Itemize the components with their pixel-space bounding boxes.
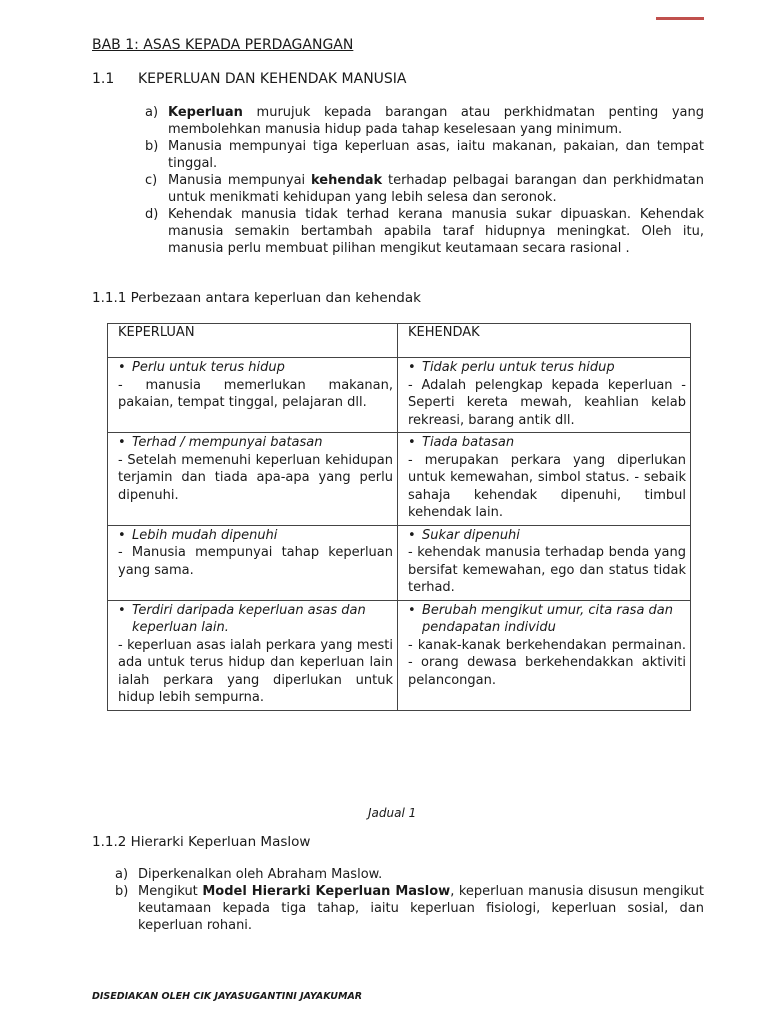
cell-point: • Terdiri daripada keperluan asas dan keperluan lain.: [118, 602, 393, 637]
list-item: [145, 138, 704, 172]
cell-desc: - manusia memerlukan makanan, pakaian, tempat tinggal, pelajaran dll.: [118, 377, 393, 410]
needs-wants-list: [145, 104, 704, 257]
table-row: [108, 600, 691, 710]
list-marker: d): [145, 207, 159, 222]
subsection-title: 1.1.1 Perbezaan antara keperluan dan kehendak: [92, 290, 421, 306]
list-marker: b): [115, 884, 129, 899]
table-header: KEPERLUAN: [108, 324, 398, 358]
cell-desc: - Adalah pelengkap kepada keperluan - Seperti kereta mewah, keahlian kelab rekreasi, barang antik dll.: [408, 377, 686, 428]
page-footer: DISEDIAKAN OLEH CIK JAYASUGANTINI JAYAKUMAR: [92, 991, 363, 1002]
cell-desc: - merupakan perkara yang diperlukan untuk kemewahan, simbol status. - sebaik sahaja kehendak dipenuhi, timbul kehendak lain.: [408, 452, 686, 520]
section-number: 1.1: [92, 71, 115, 87]
table-cell: [398, 358, 691, 433]
list-item-pre: Manusia mempunyai: [168, 173, 312, 188]
table-caption: Jadual 1: [368, 806, 417, 820]
cell-desc: - kanak-kanak berkehendakan permainan. - orang dewasa berkehendakkan aktiviti pelancongan.: [408, 637, 686, 688]
cell-desc: - kehendak manusia terhadap benda yang bersifat kemewahan, ego dan status tidak terhad.: [408, 545, 686, 595]
table-cell: [108, 600, 398, 710]
list-item: [115, 866, 704, 883]
list-item-text: terhadap pelbagai barangan dan perkhidmatan untuk menikmati kehidupan yang lebih selesa dan seronok.: [168, 173, 704, 205]
table-cell: [108, 433, 398, 526]
list-item-text: Kehendak manusia tidak terhad kerana manusia sukar dipuaskan. Kehendak manusia semakin bertambah apabila taraf hidupnya meningkat. Oleh itu, manusia perlu membuat pilihan mengikut keutamaan secara rasional .: [168, 207, 704, 256]
table-header-row: [108, 324, 691, 358]
cell-point: • Terhad / mempunyai batasan: [118, 434, 393, 452]
table-cell: [398, 525, 691, 600]
table-row: [108, 433, 691, 526]
cell-point: • Tiada batasan: [408, 434, 686, 452]
cell-desc: - keperluan asas ialah perkara yang mesti ada untuk terus hidup dan keperluan lain ialah perkara yang diperlukan untuk hidup lebih sempurna.: [118, 637, 393, 705]
list-item-pre: Mengikut: [138, 884, 203, 899]
list-item: [145, 104, 704, 138]
table-cell: [398, 600, 691, 710]
cell-desc: - Manusia mempunyai tahap keperluan yang sama.: [118, 545, 393, 578]
chapter-title: BAB 1: ASAS KEPADA PERDAGANGAN: [92, 37, 354, 53]
table-row: [108, 525, 691, 600]
list-item-text: , keperluan manusia disusun mengikut keutamaan kepada tiga tahap, iaitu keperluan fisiologi, keperluan sosial, dan keperluan rohani.: [138, 884, 704, 933]
list-item-text: Diperkenalkan oleh Abraham Maslow.: [138, 867, 383, 882]
table-row: [108, 358, 691, 433]
list-item-text: murujuk kepada barangan atau perkhidmatan penting yang membolehkan manusia hidup pada tahap keselesaan yang minimum.: [168, 105, 704, 137]
cell-point: • Berubah mengikut umur, cita rasa dan pendapatan individu: [408, 602, 686, 637]
cell-desc: - Setelah memenuhi keperluan kehidupan terjamin dan tiada apa-apa yang perlu dipenuhi.: [118, 452, 393, 503]
maslow-list: [115, 866, 704, 934]
header-accent-bar: [656, 17, 704, 20]
list-item: [145, 206, 704, 257]
list-item-bold: kehendak: [311, 173, 383, 188]
subsection-title: 1.1.2 Hierarki Keperluan Maslow: [92, 834, 311, 850]
table-cell: [398, 433, 691, 526]
list-item-text: Manusia mempunyai tiga keperluan asas, iaitu makanan, pakaian, dan tempat tinggal.: [168, 139, 704, 171]
list-marker: b): [145, 139, 159, 154]
section-heading: KEPERLUAN DAN KEHENDAK MANUSIA: [138, 71, 407, 87]
section-title: [92, 71, 407, 87]
cell-point: • Perlu untuk terus hidup: [118, 359, 393, 377]
table-cell: [108, 525, 398, 600]
list-item: [115, 883, 704, 934]
list-marker: c): [145, 173, 158, 188]
table-header: KEHENDAK: [398, 324, 691, 358]
cell-point: • Lebih mudah dipenuhi: [118, 527, 393, 545]
comparison-table: [107, 323, 691, 711]
list-item-bold: Model Hierarki Keperluan Maslow: [202, 884, 451, 899]
cell-point: • Sukar dipenuhi: [408, 527, 686, 545]
cell-point: • Tidak perlu untuk terus hidup: [408, 359, 686, 377]
list-item-bold: Keperluan: [168, 105, 243, 120]
list-marker: a): [115, 867, 129, 882]
table-cell: [108, 358, 398, 433]
list-item: [145, 172, 704, 206]
list-marker: a): [145, 105, 159, 120]
